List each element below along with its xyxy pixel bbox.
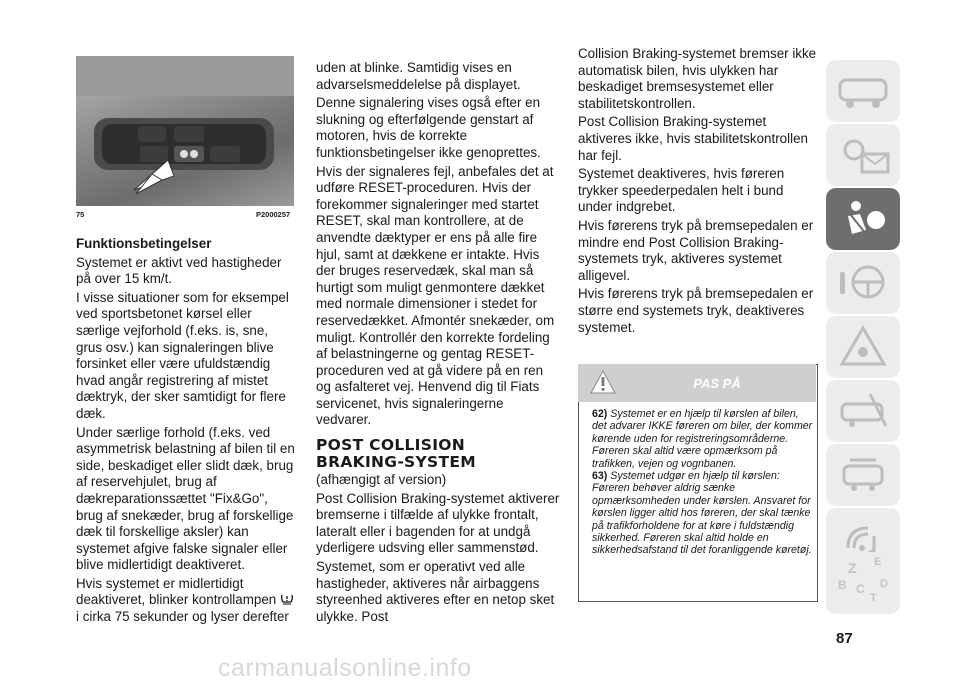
steering-wheel-icon: [826, 252, 900, 314]
section-title-line-1: POST COLLISION: [316, 436, 466, 455]
airbag-safety-icon: [826, 188, 900, 250]
tech-data-icon: [826, 444, 900, 506]
paragraph: (afhængigt af version): [316, 472, 447, 488]
warning-text: [592, 408, 814, 557]
warning-lights-icon: [826, 124, 900, 186]
index-letter: E: [874, 556, 882, 568]
warning-item: [592, 470, 814, 557]
page-number: 87: [836, 630, 853, 647]
side-tab-maintenance[interactable]: [826, 380, 900, 442]
breakdown-triangle-icon: [826, 316, 900, 378]
paragraph: Denne signalering vises også efter en slukning og efterfølgende genstart af motoren, hvis de korrekte funktionsbetingelser ikke genoprettes.: [316, 95, 541, 160]
section-title-line-2: BRAKING-SYSTEM: [316, 452, 476, 471]
paragraph: uden at blinke. Samtidig vises en advarselsmeddelelse på displayet.: [316, 60, 521, 92]
figure-code: P2000257: [256, 210, 291, 219]
watermark: carmanualsonline.info: [218, 654, 472, 682]
paragraph: Hvis førerens tryk på bremsepedalen er større end systemets tryk, deaktiveres systemet.: [578, 286, 814, 335]
warning-item-text: Systemet er en hjælp til kørslen af bilen, det advarer IKKE føreren om biler, der kommer kørende uden for registreringsområderne. Føreren skal altid være opmærksom på trafikken, vejen og vognbanen.: [592, 408, 813, 470]
column-2: [316, 60, 560, 625]
side-tab-technical-data[interactable]: [826, 444, 900, 506]
paragraph: Hvis der signaleres fejl, anbefales det at udføre RESET-proceduren. Hvis der forekommer signaleringer med startet RESET, skal man kontrollere, at de anvendte dæktyper er ens på alle fire hjul, samt at dækkene er intakte. Hvis der bruges reservedæk, skal man så hurtigt som muligt genmontere dækket med normale dimensioner i stedet for reservedækket. Afmontér snekæder, om muligt. Kontrollér den korrekte fordeling af belastningerne og gentag RESET-proceduren ved at gå videre på en ren og asfalteret vej. Henvend dig til Fiats servicenet, hvis signaleringerne vedvarer.: [316, 163, 555, 428]
warning-item-text: Systemet udgør en hjælp til kørslen: Føreren behøver aldrig sænke opmærksomheden under kørslen. Ansvaret for kørslen ligger altid hos føreren, der skal tænke på trafikforholdene for at køre i fuldstændig sikkerhed. Føreren skal altid holde en sikkerhedsafstand til det foranliggende køretøj.: [592, 470, 812, 557]
warning-triangle-icon: [590, 370, 616, 394]
index-letter: C: [856, 582, 865, 596]
index-letter: D: [880, 578, 888, 590]
paragraph: Hvis førerens tryk på bremsepedalen er mindre end Post Collision Braking-systemets tryk, aktiveres systemet alligevel.: [578, 217, 814, 283]
side-tab-steering-wheel[interactable]: [826, 252, 900, 314]
paragraph: Post Collision Braking-systemet aktiverer bremserne i tilfælde af ulykke frontalt, lateralt eller i bagenden for at undgå yderligere udsving eller sammenstød.: [316, 490, 560, 556]
paragraph: Systemet er aktivt ved hastigheder på over 15 km/t.: [76, 254, 282, 287]
paragraph: Systemet, som er operativt ved alle hastigheder, aktiveres når airbaggens styreenhed aktiveres efter en netop sket ulykke. Post: [316, 559, 555, 624]
column-3: [578, 46, 818, 336]
paragraph: Post Collision Braking-systemet aktiveres ikke, hvis stabilitetskontrollen har fejl.: [578, 114, 808, 163]
paragraph: Systemet deaktiveres, hvis føreren trykker speederpedalen helt i bund under indgrebet.: [578, 166, 785, 215]
side-tab-index[interactable]: [826, 552, 900, 614]
index-letter: T: [870, 592, 877, 604]
paragraph: i cirka 75 sekunder og lyser derefter: [76, 609, 289, 625]
dashboard-buttons-photo: [76, 56, 294, 206]
switch-panel-illustration: [76, 56, 294, 206]
section-heading: Funktionsbetingelser: [76, 236, 212, 251]
figure-number: 75: [76, 210, 85, 219]
warning-number: 62): [592, 408, 608, 420]
column-1: [76, 236, 296, 626]
warning-header: [578, 364, 816, 402]
index-letter: Z: [848, 560, 857, 576]
side-tab-breakdown[interactable]: [826, 316, 900, 378]
paragraph-text: Hvis systemet er midlertidigt deaktiveret, blinker kontrollampen: [76, 575, 277, 608]
warning-number: 63): [592, 470, 608, 483]
paragraph: Collision Braking-systemet bremser ikke automatisk bilen, hvis ulykken har beskadiget bremsesystemet eller stabilitetskontrollen.: [578, 46, 817, 111]
index-letters-icon: [826, 552, 900, 614]
warning-title: PAS PÅ: [693, 376, 741, 391]
car-dashboard-icon: [826, 60, 900, 122]
index-letter: B: [838, 578, 847, 592]
side-tab-airbag-safety[interactable]: [826, 188, 900, 250]
warning-item: [592, 408, 814, 470]
side-tab-warning-lights[interactable]: [826, 124, 900, 186]
section-title: [316, 437, 560, 470]
maintenance-car-icon: [826, 380, 900, 442]
side-tab-car-dashboard[interactable]: [826, 60, 900, 122]
tire-pressure-warning-icon: [280, 593, 294, 605]
paragraph: Under særlige forhold (f.eks. ved asymmetrisk belastning af bilen til en side, beskadiget eller slidt dæk, brug af reservehjulet, brug af dækreparationssættet "Fix&Go", brug af snekæder, brug af forskellige dæk til forskellige aksler) kan systemet afgive falske signaler eller blive midlertidigt deaktiveret.: [76, 424, 295, 573]
paragraph: I visse situationer som for eksempel ved sportsbetonet kørsel eller særlige vejforhold (f.eks. is, sne, grus osv.) kan signaleringen blive forsinket eller være ufuldstændig hvad angår registrering af mistet dæktryk, der sker samtidigt for flere dæk.: [76, 289, 289, 421]
paragraph: [76, 576, 296, 609]
